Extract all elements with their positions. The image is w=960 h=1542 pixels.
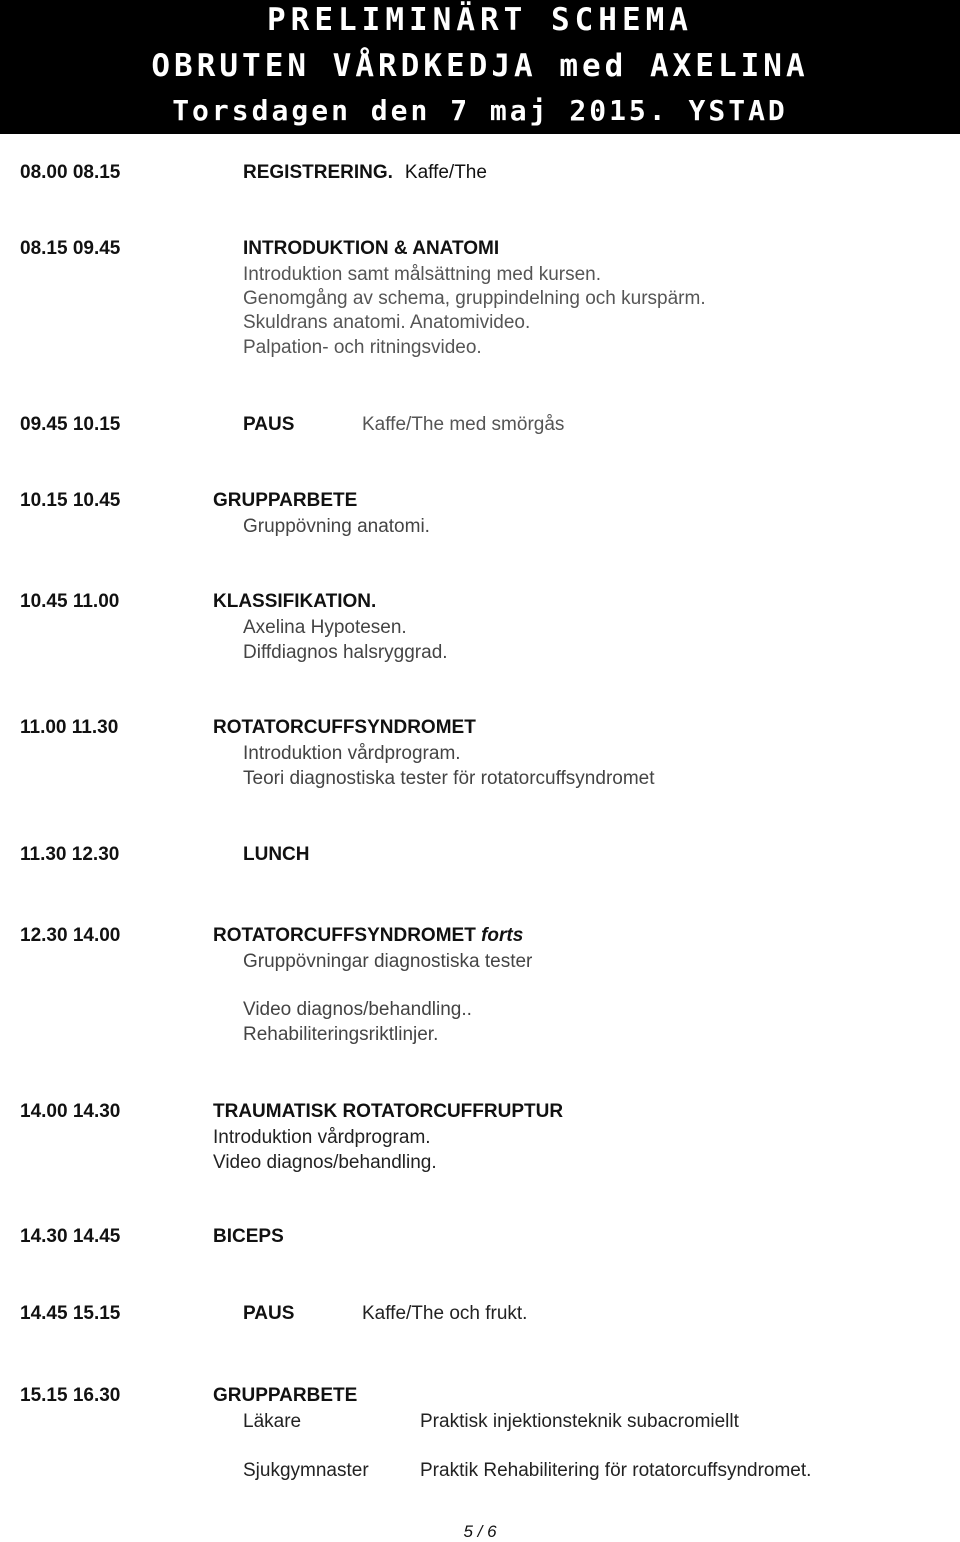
time-slot: 10.15 10.45 xyxy=(20,490,121,511)
session-detail: Gruppövningar diagnostiska tester xyxy=(243,951,533,972)
session-title: BICEPS xyxy=(213,1226,284,1247)
page-number: 5 / 6 xyxy=(463,1522,497,1541)
session-title: ROTATORCUFFSYNDROMET xyxy=(213,717,476,738)
session-title: LUNCH xyxy=(243,844,310,865)
course-name: OBRUTEN VÅRDKEDJA med AXELINA xyxy=(151,48,809,84)
group-activity: Praktik Rehabilitering för rotatorcuffsyndromet. xyxy=(420,1460,812,1481)
time-slot: 08.15 09.45 xyxy=(20,238,121,259)
session-detail: Genomgång av schema, gruppindelning och kurspärm. xyxy=(243,288,706,309)
time-slot: 12.30 14.00 xyxy=(20,925,121,946)
session-detail: Diffdiagnos halsryggrad. xyxy=(243,642,448,663)
date-location: Torsdagen den 7 maj 2015. YSTAD xyxy=(172,94,788,127)
time-slot: 14.00 14.30 xyxy=(20,1101,121,1122)
session-detail: Axelina Hypotesen. xyxy=(243,617,407,638)
group-activity: Praktisk injektionsteknik subacromiellt xyxy=(420,1411,739,1432)
time-slot: 15.15 16.30 xyxy=(20,1385,121,1406)
session-detail: Teori diagnostiska tester för rotatorcuffsyndromet xyxy=(243,768,655,789)
time-slot: 14.30 14.45 xyxy=(20,1226,121,1247)
session-detail: Introduktion vårdprogram. xyxy=(243,743,461,764)
group-name: Läkare xyxy=(243,1411,302,1432)
session-title: GRUPPARBETE xyxy=(213,1385,358,1406)
header-banner xyxy=(0,0,960,134)
session-detail: Introduktion vårdprogram. xyxy=(213,1127,431,1148)
session-title: TRAUMATISK ROTATORCUFFRUPTUR xyxy=(213,1101,564,1122)
session-title: INTRODUKTION & ANATOMI xyxy=(243,238,500,259)
session-title: GRUPPARBETE xyxy=(213,490,358,511)
session-note: Kaffe/The och frukt. xyxy=(362,1303,528,1324)
time-slot: 14.45 15.15 xyxy=(20,1303,121,1324)
group-name: Sjukgymnaster xyxy=(243,1460,369,1481)
session-detail: Video diagnos/behandling. xyxy=(213,1152,437,1173)
schedule-title: PRELIMINÄRT SCHEMA xyxy=(267,2,693,38)
session-title: REGISTRERING. Kaffe/The xyxy=(243,162,487,183)
session-detail: Gruppövning anatomi. xyxy=(243,516,430,537)
session-title: ROTATORCUFFSYNDROMET forts xyxy=(213,925,524,946)
time-slot: 11.00 11.30 xyxy=(20,717,119,738)
time-slot: 11.30 12.30 xyxy=(20,844,120,865)
session-title: KLASSIFIKATION. xyxy=(213,591,377,612)
session-detail: Rehabiliteringsriktlinjer. xyxy=(243,1024,439,1045)
session-detail: Palpation- och ritningsvideo. xyxy=(243,337,482,358)
session-title: PAUS xyxy=(243,414,295,435)
session-detail: Video diagnos/behandling.. xyxy=(243,999,472,1020)
session-detail: Introduktion samt målsättning med kursen. xyxy=(243,264,602,285)
time-slot: 08.00 08.15 xyxy=(20,162,121,183)
time-slot: 10.45 11.00 xyxy=(20,591,120,612)
time-slot: 09.45 10.15 xyxy=(20,414,121,435)
session-title: PAUS xyxy=(243,1303,295,1324)
session-detail: Skuldrans anatomi. Anatomivideo. xyxy=(243,312,531,333)
session-note: Kaffe/The med smörgås xyxy=(362,414,565,435)
